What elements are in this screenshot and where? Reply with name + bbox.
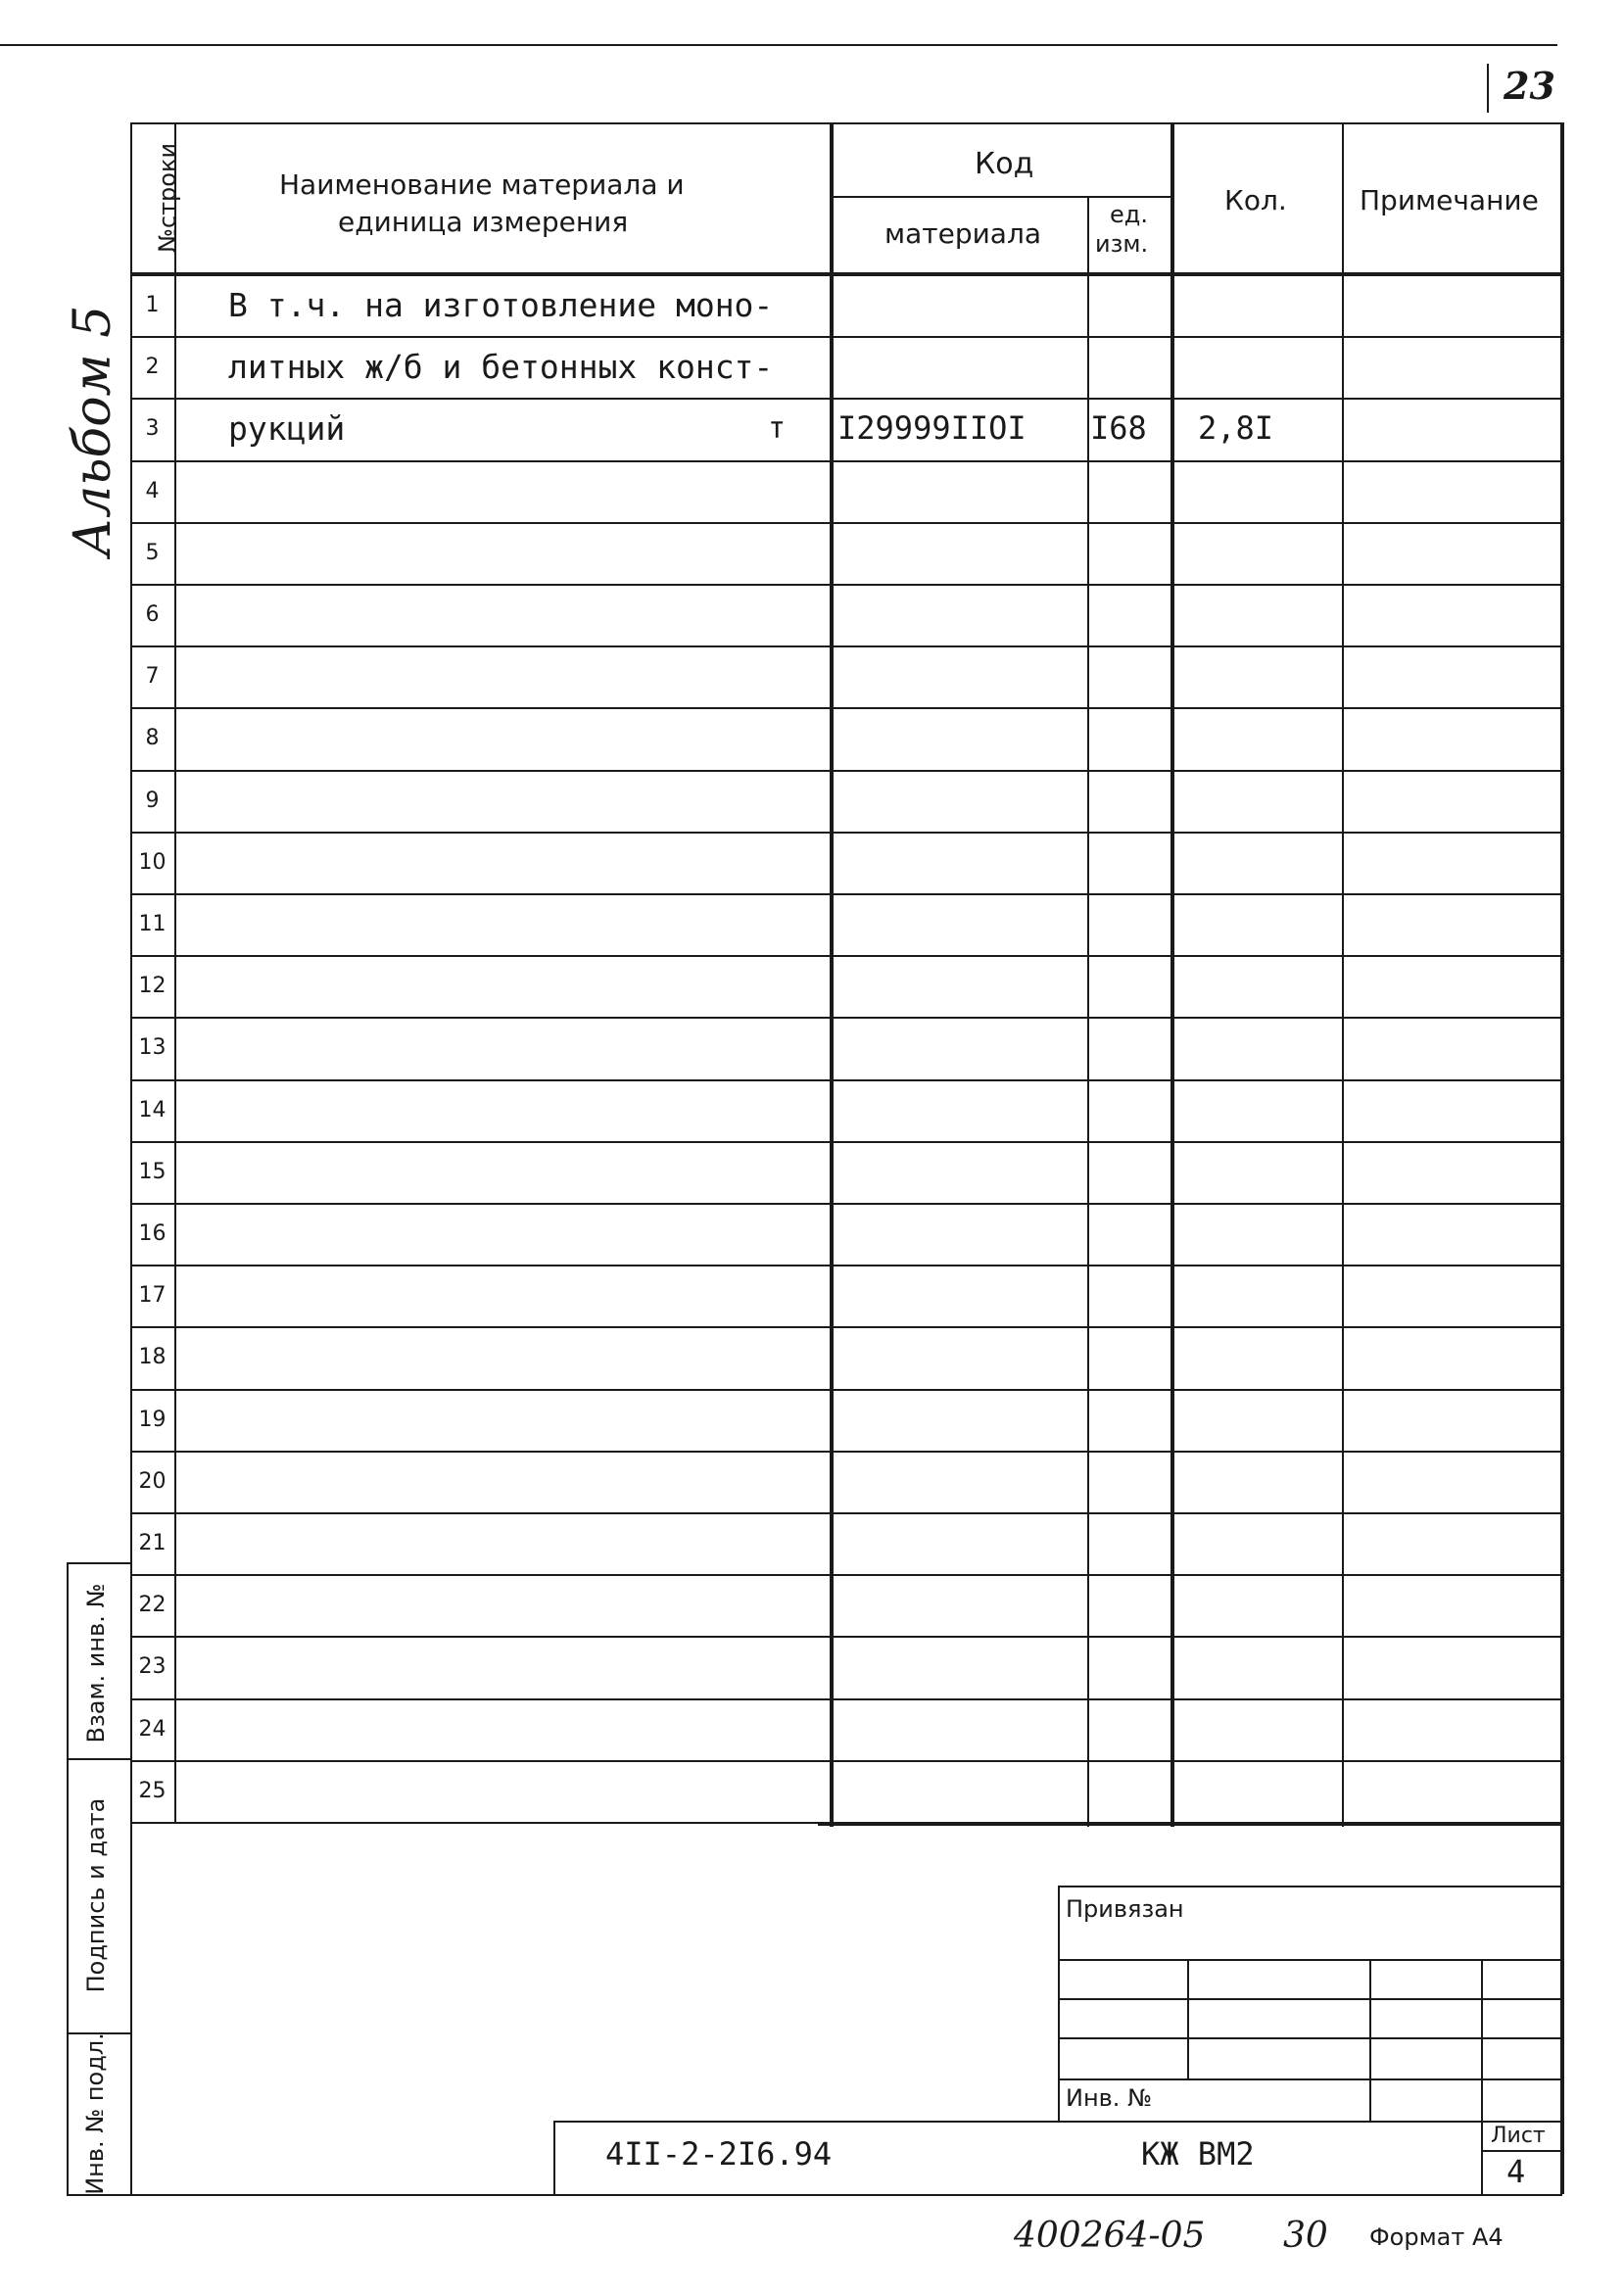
row-number: 13 — [138, 1035, 167, 1061]
table-row — [130, 1512, 1562, 1574]
row-number: 12 — [138, 974, 167, 999]
table-row — [130, 1326, 1562, 1388]
row-number: 19 — [138, 1407, 167, 1432]
material-name: литных ж/б и бетонных конст- — [228, 348, 774, 387]
table-row — [130, 1451, 1562, 1512]
row-number: 3 — [145, 416, 160, 442]
row-number: 17 — [138, 1283, 167, 1309]
tb-line2 — [1058, 1998, 1562, 2000]
row-number: 8 — [145, 726, 160, 751]
row-number: 16 — [138, 1221, 167, 1246]
header-name-line1: Наименование материала и — [279, 168, 685, 201]
header-code: Код — [975, 147, 1034, 181]
row-number: 14 — [138, 1097, 167, 1123]
header-note: Примечание — [1360, 184, 1539, 216]
table-row — [130, 1079, 1562, 1141]
album-label: Альбом 5 — [64, 305, 122, 557]
privyazan-label: Привязан — [1066, 1895, 1184, 1923]
tb-line3 — [1058, 2037, 1562, 2039]
row-number: 4 — [145, 478, 160, 503]
row-number: 24 — [138, 1716, 167, 1742]
table-row — [130, 398, 1562, 459]
tb-vline1 — [1187, 1959, 1189, 2078]
stamp-podpis: Подпись и дата — [82, 1797, 110, 1993]
row-number: 2 — [145, 355, 160, 380]
table-row — [130, 955, 1562, 1017]
table-row — [130, 1203, 1562, 1265]
row-number: 7 — [145, 664, 160, 690]
table-row — [130, 645, 1562, 707]
table-row — [130, 1141, 1562, 1203]
page-number-divider — [1487, 64, 1489, 113]
table-row — [130, 1636, 1562, 1697]
header-top — [130, 122, 1562, 124]
row-number: 11 — [138, 912, 167, 936]
tb-sheet-sep — [1481, 2150, 1562, 2152]
tb-bottom-top — [553, 2121, 1562, 2123]
table-row — [130, 1389, 1562, 1451]
inv-no-label: Инв. № — [1066, 2084, 1153, 2112]
row-number: 18 — [138, 1345, 167, 1370]
tb-bottom-left — [553, 2121, 555, 2194]
row-number: 15 — [138, 1159, 167, 1184]
header-unit-line1: ед. — [1110, 201, 1148, 228]
row-number: 9 — [145, 788, 160, 813]
tb-line1 — [1058, 1959, 1562, 1961]
table-row — [130, 832, 1562, 893]
tb-vline2 — [1369, 1959, 1371, 2121]
table-row — [130, 460, 1562, 522]
table-row — [130, 1760, 1562, 1822]
row-number: 25 — [138, 1778, 167, 1803]
doc-mark: КЖ ВМ2 — [1141, 2135, 1255, 2173]
table-row — [130, 770, 1562, 832]
stamp-inv: Инв. № подл. — [81, 2032, 109, 2195]
doc-code: 4II-2-2I6.94 — [605, 2135, 833, 2173]
stamp-top — [67, 1562, 130, 1564]
page-number: 23 — [1504, 64, 1555, 108]
row-number: 5 — [145, 540, 160, 565]
row-number: 10 — [138, 849, 167, 875]
tb-vline3 — [1481, 1959, 1483, 2194]
header-row-no: №строки — [154, 142, 181, 254]
sheet-label: Лист — [1491, 2124, 1546, 2148]
material-name: рукций — [228, 409, 346, 449]
material-name: В т.ч. на изготовление моно- — [228, 286, 774, 324]
row-number: 21 — [138, 1531, 167, 1555]
table-row — [130, 893, 1562, 955]
material-code: I29999IIOI — [837, 409, 1027, 448]
page-bottom — [67, 2194, 1562, 2196]
tb-line4 — [1058, 2078, 1562, 2080]
unit-mark: т — [767, 411, 787, 447]
row-number: 23 — [138, 1654, 167, 1680]
unit-code: I68 — [1090, 409, 1147, 448]
handwritten-number: 400264-05 — [1014, 2216, 1206, 2256]
table-row — [130, 1017, 1562, 1078]
row-number: 6 — [145, 602, 160, 627]
header-unit-line2: изм. — [1095, 230, 1149, 258]
table-row — [130, 336, 1562, 398]
table-row — [130, 522, 1562, 584]
format-label: Формат А4 — [1369, 2223, 1504, 2251]
tb-left — [1058, 1886, 1060, 2121]
table-row — [130, 707, 1562, 769]
table-bottom — [818, 1822, 1562, 1826]
header-qty: Кол. — [1224, 184, 1287, 216]
copy-number: 30 — [1283, 2216, 1328, 2256]
sheet-number: 4 — [1506, 2153, 1526, 2190]
table-row — [130, 584, 1562, 645]
header-name-line2: единица измерения — [338, 206, 629, 238]
table-row — [130, 1265, 1562, 1326]
table-row — [130, 1574, 1562, 1636]
header-material: материала — [884, 217, 1042, 250]
row-number: 1 — [145, 293, 160, 317]
top-rule — [0, 44, 1557, 46]
row-number: 20 — [138, 1468, 167, 1494]
table-row — [130, 1698, 1562, 1760]
stamp-left — [67, 1562, 69, 2194]
quantity: 2,8I — [1198, 409, 1274, 448]
row-number: 22 — [138, 1593, 167, 1618]
table-row — [130, 274, 1562, 336]
row-line — [130, 1822, 830, 1824]
code-subheader-line — [833, 196, 1170, 198]
stamp-vzam: Взам. инв. № — [82, 1583, 110, 1744]
tb-top — [1058, 1886, 1562, 1887]
